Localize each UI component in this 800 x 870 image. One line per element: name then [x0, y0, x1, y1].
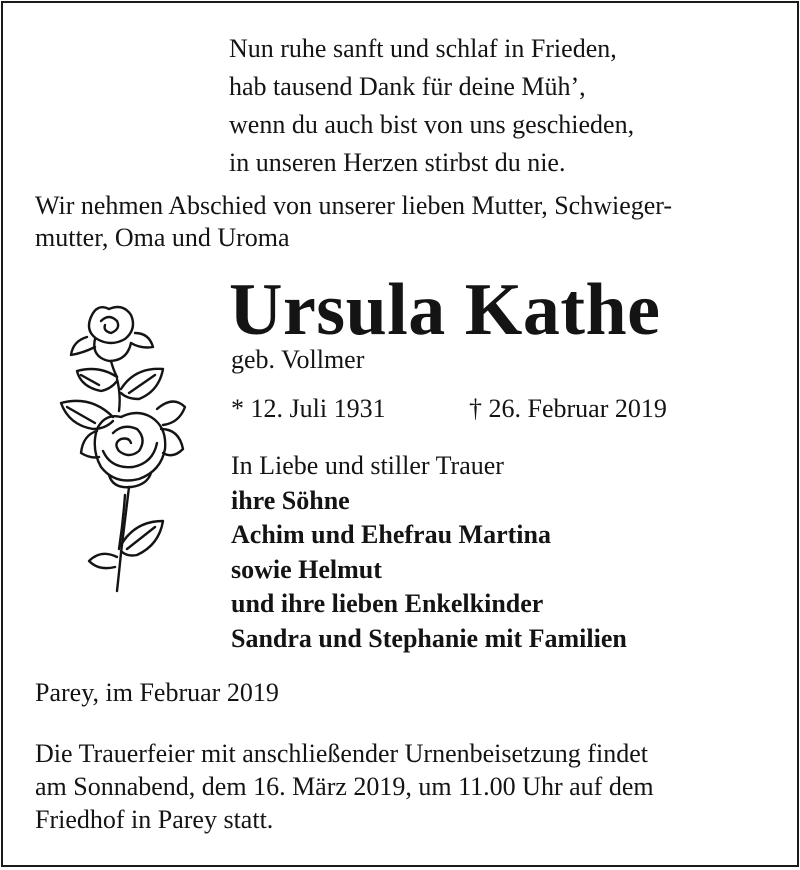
poem-line: Nun ruhe sanft und schlaf in Frieden, — [229, 34, 617, 63]
mourners-list — [231, 449, 627, 656]
poem-line: hab tausend Dank für deine Müh’, — [229, 72, 586, 101]
mourner-line: Achim und Ehefrau Martina — [231, 520, 551, 549]
ceremony-info — [35, 737, 654, 836]
mourner-line: sowie Helmut — [231, 554, 382, 584]
obituary-notice — [1, 1, 799, 867]
ceremony-line: Friedhof in Parey statt. — [35, 805, 274, 834]
mourner-line: Sandra und Stephanie mit Familien — [231, 623, 627, 653]
place-and-date: Parey, im Februar 2019 — [35, 678, 279, 707]
life-dates — [231, 392, 667, 426]
death-date: † 26. Februar 2019 — [469, 394, 667, 423]
mourners-opening: In Liebe und stiller Trauer — [231, 451, 504, 480]
farewell-intro — [35, 190, 775, 254]
birth-date: * 12. Juli 1931 — [231, 394, 386, 423]
rose-icon — [51, 299, 191, 599]
memorial-poem — [229, 30, 634, 182]
ceremony-line: Die Trauerfeier mit anschließender Urnenbeisetzung findet — [35, 739, 648, 768]
ceremony-line: am Sonnabend, dem 16. März 2019, um 11.00 Uhr auf dem — [35, 772, 654, 801]
deceased-name: Ursula Kathe — [229, 269, 661, 351]
intro-line: Wir nehmen Abschied von unserer lieben Mutter, Schwieger- — [35, 191, 673, 220]
maiden-name: geb. Vollmer — [231, 345, 365, 374]
mourner-line: und ihre lieben Enkelkinder — [231, 589, 544, 618]
mourner-line: ihre Söhne — [231, 485, 350, 515]
poem-line: in unseren Herzen stirbst du nie. — [229, 148, 566, 177]
intro-line: mutter, Oma und Uroma — [35, 223, 290, 252]
poem-line: wenn du auch bist von uns geschieden, — [229, 110, 635, 139]
